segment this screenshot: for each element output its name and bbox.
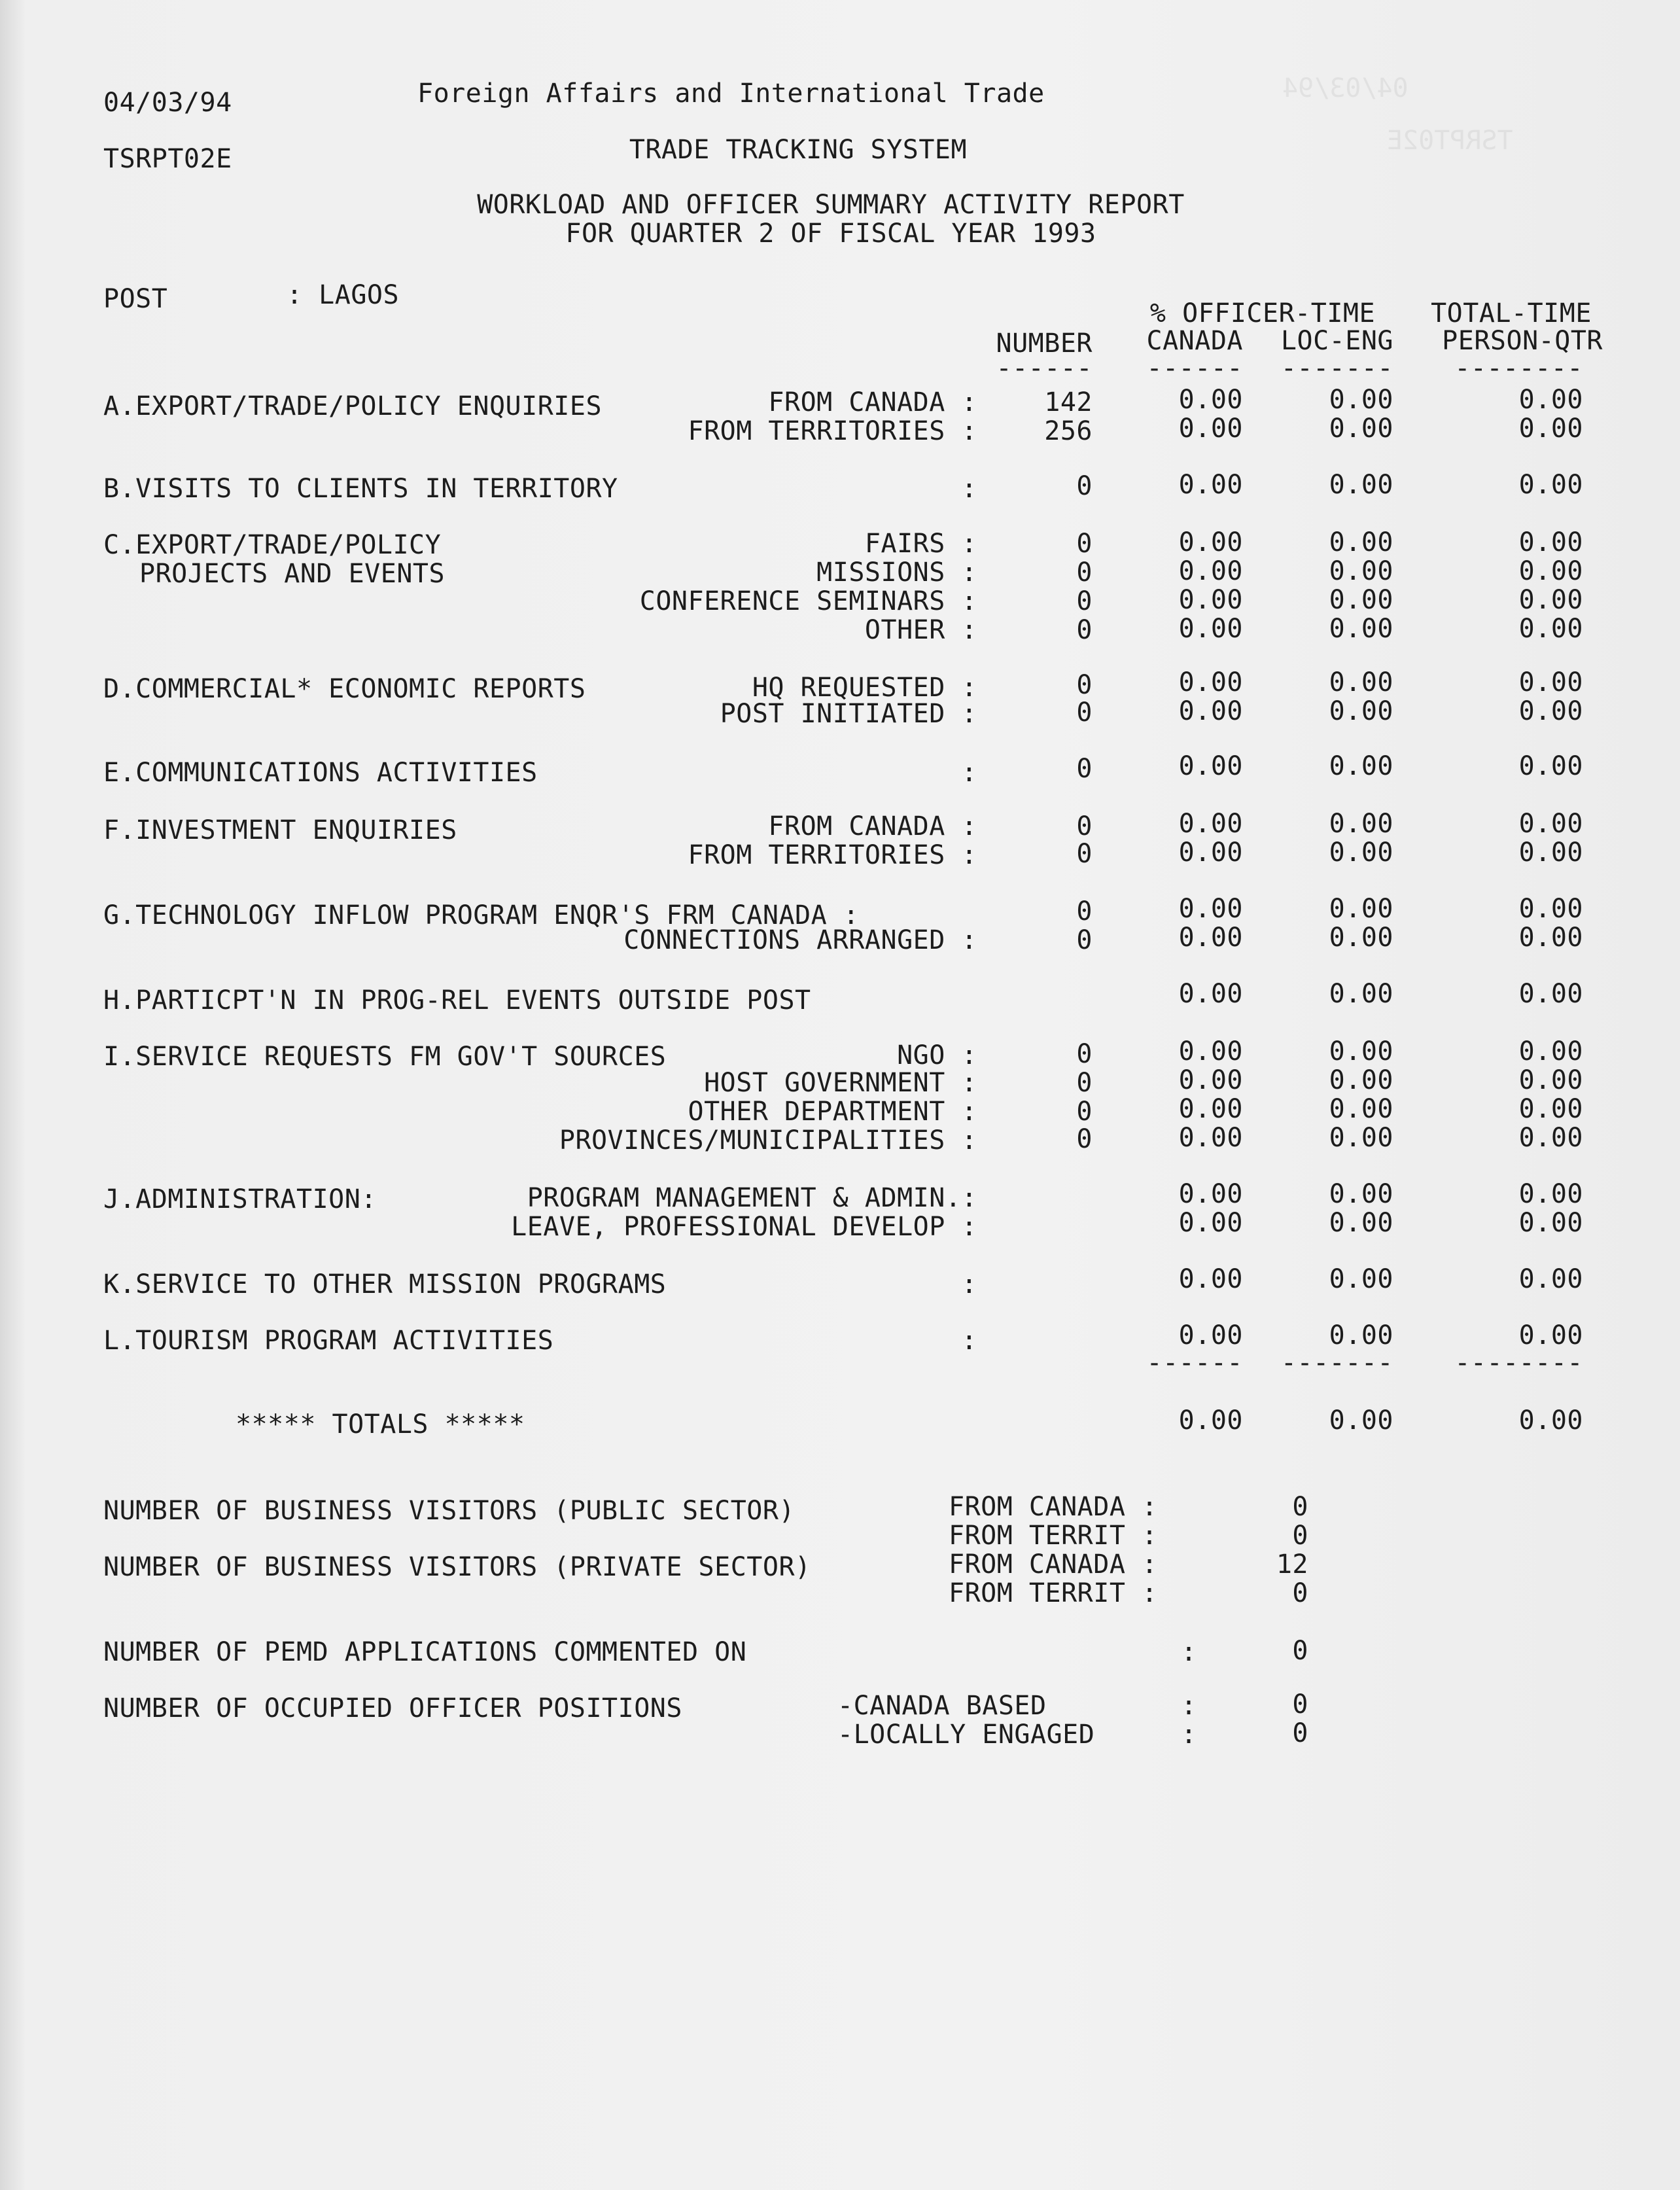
loc-eng-value: 0.00 [1329,923,1393,953]
number-value: 0 [1076,586,1093,616]
row-label: FROM CANADA : [768,811,977,841]
from-territ-label: FROM TERRIT : [949,1578,1158,1608]
canada-value: 0.00 [1178,979,1243,1009]
total-person-qtr: 0.00 [1518,1405,1583,1436]
person-qtr-value: 0.00 [1518,614,1583,644]
totals-label: ***** TOTALS ***** [236,1409,525,1439]
number-value: 0 [1076,754,1093,784]
row-label: : [961,1269,977,1299]
loc-eng-value: 0.00 [1329,385,1393,415]
number-value: 0 [1076,925,1093,955]
public-canada-value: 0 [1292,1492,1308,1522]
number-value: 0 [1076,698,1093,728]
number-value: 142 [1044,387,1093,417]
total-time-header: TOTAL-TIME [1431,298,1592,328]
number-value: 0 [1076,811,1093,841]
report-title-line2: FOR QUARTER 2 OF FISCAL YEAR 1993 [565,219,1096,249]
loc-eng-value: 0.00 [1329,556,1393,586]
canada-value: 0.00 [1178,1264,1243,1294]
number-value: 0 [1076,557,1093,588]
loc-eng-value: 0.00 [1329,809,1393,839]
department-name: Foreign Affairs and International Trade [417,79,1045,109]
person-qtr-value: 0.00 [1518,1065,1583,1095]
positions-label: NUMBER OF OCCUPIED OFFICER POSITIONS [103,1693,682,1723]
row-label: : [961,1326,977,1356]
number-value: 0 [1076,839,1093,869]
loc-eng-value: 0.00 [1329,894,1393,924]
report-date: 04/03/94 [103,88,232,118]
canada-value: 0.00 [1178,667,1243,698]
from-canada-label: FROM CANADA : [949,1549,1158,1580]
pemd-value: 0 [1292,1636,1308,1666]
row-label: MISSIONS : [816,557,977,588]
totals-underline: ------- [1280,1348,1393,1378]
person-qtr-value: 0.00 [1518,1179,1583,1209]
loc-eng-value: 0.00 [1329,470,1393,500]
bleed-through-text: TSRPT02E [1387,126,1513,156]
person-qtr-value: 0.00 [1518,556,1583,586]
person-qtr-value: 0.00 [1518,979,1583,1009]
canada-value: 0.00 [1178,1065,1243,1095]
loc-eng-column-header: LOC-ENG [1280,326,1393,356]
header-underline: -------- [1454,353,1583,383]
report-title-line1: WORKLOAD AND OFFICER SUMMARY ACTIVITY REPORT [477,190,1185,220]
totals-underline: -------- [1454,1348,1583,1378]
row-label: POST INITIATED : [720,699,977,729]
canada-value: 0.00 [1178,556,1243,586]
row-label: LEAVE, PROFESSIONAL DEVELOP : [511,1212,977,1242]
canada-based-label: -CANADA BASED [837,1691,1047,1721]
number-value: 0 [1076,1068,1093,1098]
section-title-f: F.INVESTMENT ENQUIRIES [103,815,457,845]
row-label: : [961,758,977,788]
person-qtr-value: 0.00 [1518,696,1583,726]
person-qtr-value: 0.00 [1518,1123,1583,1153]
from-territ-label: FROM TERRIT : [949,1521,1158,1551]
loc-eng-value: 0.00 [1329,751,1393,781]
canada-value: 0.00 [1178,1320,1243,1351]
canada-value: 0.00 [1178,470,1243,500]
canada-value: 0.00 [1178,385,1243,415]
bleed-through-text: 04/03/94 [1282,73,1409,103]
loc-eng-value: 0.00 [1329,838,1393,868]
loc-eng-value: 0.00 [1329,1065,1393,1095]
report-code: TSRPT02E [103,144,232,174]
public-territ-value: 0 [1292,1521,1308,1551]
loc-eng-value: 0.00 [1329,696,1393,726]
number-value: 0 [1076,1097,1093,1127]
canada-value: 0.00 [1178,527,1243,557]
section-title-c-line2: PROJECTS AND EVENTS [139,559,446,589]
loc-eng-value: 0.00 [1329,1264,1393,1294]
canada-value: 0.00 [1178,923,1243,953]
section-title-k: K.SERVICE TO OTHER MISSION PROGRAMS [103,1269,667,1299]
person-qtr-value: 0.00 [1518,751,1583,781]
total-loc-eng: 0.00 [1329,1405,1393,1436]
section-title-e: E.COMMUNICATIONS ACTIVITIES [103,758,538,788]
section-title-b: B.VISITS TO CLIENTS IN TERRITORY [103,474,618,504]
section-title-j: J.ADMINISTRATION: [103,1184,377,1214]
row-label: : [961,474,977,504]
canada-column-header: CANADA [1146,326,1243,356]
row-label: PROGRAM MANAGEMENT & ADMIN.: [527,1183,977,1213]
person-qtr-value: 0.00 [1518,385,1583,415]
section-title-g: G.TECHNOLOGY INFLOW PROGRAM ENQR'S FRM CANADA : [103,900,860,930]
canada-value: 0.00 [1178,414,1243,444]
system-name: TRADE TRACKING SYSTEM [629,135,968,165]
person-qtr-value: 0.00 [1518,1094,1583,1124]
row-label: OTHER : [864,615,977,645]
number-value: 0 [1076,896,1093,927]
number-value: 0 [1076,615,1093,645]
person-qtr-value: 0.00 [1518,667,1583,698]
row-label: CONFERENCE SEMINARS : [639,586,977,616]
row-label: FROM CANADA : [768,387,977,417]
section-title-c: C.EXPORT/TRADE/POLICY [103,530,442,560]
number-value: 0 [1076,1039,1093,1069]
post-label: POST [103,284,168,314]
canada-value: 0.00 [1178,1179,1243,1209]
canada-value: 0.00 [1178,585,1243,615]
person-qtr-value: 0.00 [1518,923,1583,953]
loc-eng-value: 0.00 [1329,1036,1393,1067]
person-qtr-value: 0.00 [1518,414,1583,444]
row-label: HQ REQUESTED : [752,673,977,703]
loc-eng-value: 0.00 [1329,1123,1393,1153]
public-visitors-label: NUMBER OF BUSINESS VISITORS (PUBLIC SECTOR) [103,1496,796,1526]
header-underline: ------ [1146,353,1243,383]
canada-value: 0.00 [1178,894,1243,924]
canada-value: 0.00 [1178,809,1243,839]
loc-eng-value: 0.00 [1329,1320,1393,1351]
loc-eng-value: 0.00 [1329,1208,1393,1238]
number-value: 0 [1076,529,1093,559]
canada-value: 0.00 [1178,614,1243,644]
loc-eng-value: 0.00 [1329,414,1393,444]
canada-value: 0.00 [1178,1036,1243,1067]
person-qtr-value: 0.00 [1518,1264,1583,1294]
row-label: OTHER DEPARTMENT : [688,1097,977,1127]
person-qtr-column-header: PERSON-QTR [1442,326,1603,356]
number-value: 256 [1044,416,1093,446]
canada-value: 0.00 [1178,1208,1243,1238]
section-title-h: H.PARTICPT'N IN PROG-REL EVENTS OUTSIDE POST [103,985,811,1016]
pemd-label: NUMBER OF PEMD APPLICATIONS COMMENTED ON [103,1637,747,1667]
loc-eng-value: 0.00 [1329,527,1393,557]
person-qtr-value: 0.00 [1518,838,1583,868]
locally-engaged-value: 0 [1292,1718,1308,1748]
loc-eng-value: 0.00 [1329,1094,1393,1124]
row-label: PROVINCES/MUNICIPALITIES : [559,1125,977,1156]
person-qtr-value: 0.00 [1518,1320,1583,1351]
person-qtr-value: 0.00 [1518,1208,1583,1238]
person-qtr-value: 0.00 [1518,585,1583,615]
person-qtr-value: 0.00 [1518,527,1583,557]
section-title-d: D.COMMERCIAL* ECONOMIC REPORTS [103,674,586,704]
loc-eng-value: 0.00 [1329,667,1393,698]
loc-eng-value: 0.00 [1329,585,1393,615]
canada-based-value: 0 [1292,1689,1308,1720]
number-value: 0 [1076,471,1093,501]
number-column-header: NUMBER [996,328,1093,359]
positions-colon: : [1181,1720,1197,1750]
row-label: HOST GOVERNMENT : [704,1068,977,1098]
loc-eng-value: 0.00 [1329,979,1393,1009]
section-title-i: I.SERVICE REQUESTS FM GOV'T SOURCES [103,1042,667,1072]
locally-engaged-label: -LOCALLY ENGAGED [837,1720,1095,1750]
private-territ-value: 0 [1292,1578,1308,1608]
row-label: FROM TERRITORIES : [688,840,977,870]
row-label: FROM TERRITORIES : [688,416,977,446]
number-value: 0 [1076,670,1093,700]
canada-value: 0.00 [1178,838,1243,868]
number-value: 0 [1076,1124,1093,1154]
row-label: NGO : [897,1040,977,1070]
person-qtr-value: 0.00 [1518,809,1583,839]
person-qtr-value: 0.00 [1518,894,1583,924]
row-label: CONNECTIONS ARRANGED : [623,925,977,955]
private-canada-value: 12 [1276,1549,1308,1580]
post-value: : LAGOS [287,280,400,310]
row-label: FAIRS : [864,529,977,559]
canada-value: 0.00 [1178,1123,1243,1153]
person-qtr-value: 0.00 [1518,470,1583,500]
loc-eng-value: 0.00 [1329,1179,1393,1209]
total-canada: 0.00 [1178,1405,1243,1436]
header-underline: ------ [996,353,1093,383]
section-title-a: A.EXPORT/TRADE/POLICY ENQUIRIES [103,391,603,421]
loc-eng-value: 0.00 [1329,614,1393,644]
officer-time-header: % OFFICER-TIME [1149,298,1376,328]
private-visitors-label: NUMBER OF BUSINESS VISITORS (PRIVATE SECTOR) [103,1552,811,1582]
canada-value: 0.00 [1178,1094,1243,1124]
person-qtr-value: 0.00 [1518,1036,1583,1067]
canada-value: 0.00 [1178,696,1243,726]
from-canada-label: FROM CANADA : [949,1492,1158,1522]
section-title-l: L.TOURISM PROGRAM ACTIVITIES [103,1326,554,1356]
pemd-colon: : [1181,1637,1197,1667]
totals-underline: ------ [1146,1348,1243,1378]
positions-colon: : [1181,1691,1197,1721]
header-underline: ------- [1280,353,1393,383]
canada-value: 0.00 [1178,751,1243,781]
